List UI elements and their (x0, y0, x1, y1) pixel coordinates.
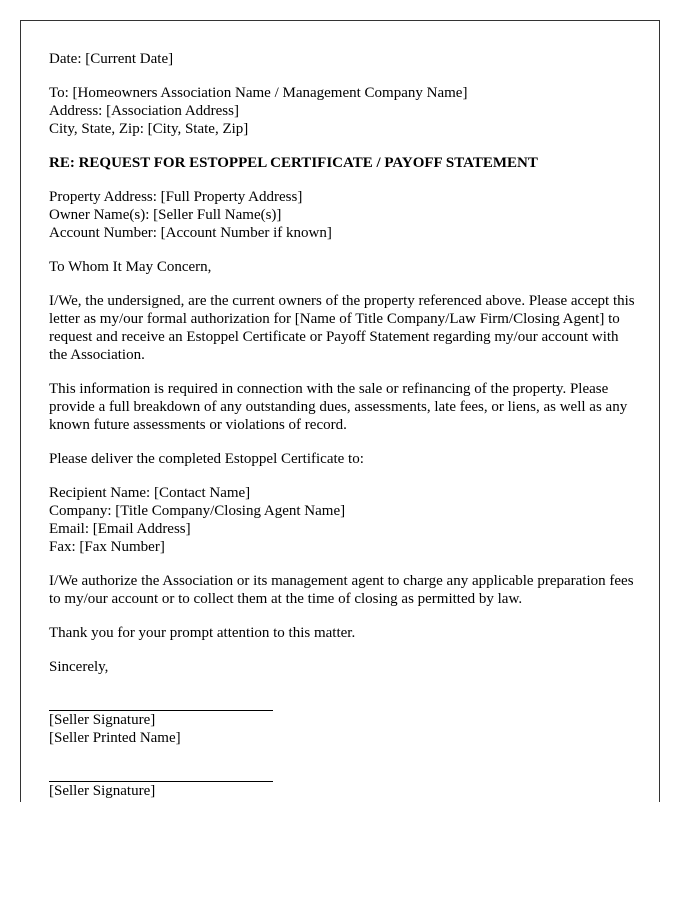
thanks-line: Thank you for your prompt attention to this matter. (49, 625, 356, 641)
date-line: Date: [Current Date] (49, 51, 174, 67)
account-line: Account Number: [Account Number if known] (49, 225, 332, 241)
seller-signature-label: [Seller Signature] (49, 783, 156, 799)
signature-block (49, 711, 635, 747)
seller-signature-label: [Seller Signature] (49, 712, 156, 728)
to-line: To: [Homeowners Association Name / Management Company Name] (49, 85, 468, 101)
owner-line: Owner Name(s): [Seller Full Name(s)] (49, 207, 282, 223)
address-line: Address: [Association Address] (49, 103, 239, 119)
recipient-block (49, 84, 635, 138)
property-line: Property Address: [Full Property Address] (49, 189, 303, 205)
email-line: Email: [Email Address] (49, 521, 191, 537)
property-block (49, 188, 635, 242)
paragraph-fees: I/We authorize the Association or its management agent to charge any applicable preparation fees to my/our account or to collect them at the time of closing as permitted by law. (49, 573, 634, 607)
paragraph-authorization: I/We, the undersigned, are the current owners of the property referenced above. Please accept this letter as my/our formal authorization for [Name of Title Company/Law Firm/Closing Agent] to request and receive an Estoppel Certificate or Payoff Statement regarding my/our account with the Association. (49, 293, 635, 363)
subject-line: RE: REQUEST FOR ESTOPPEL CERTIFICATE / PAYOFF STATEMENT (49, 155, 538, 171)
signature-block (49, 782, 635, 800)
company-line: Company: [Title Company/Closing Agent Name] (49, 503, 346, 519)
fax-line: Fax: [Fax Number] (49, 539, 165, 555)
delivery-block (49, 484, 635, 556)
city-line: City, State, Zip: [City, State, Zip] (49, 121, 249, 137)
letter-page (20, 20, 660, 802)
paragraph-delivery: Please deliver the completed Estoppel Certificate to: (49, 451, 364, 467)
letter-body (49, 50, 635, 800)
closing-line: Sincerely, (49, 659, 109, 675)
paragraph-purpose: This information is required in connection with the sale or refinancing of the property. Please provide a full breakdown of any outstanding dues, assessments, late fees, or liens, as well as any known future assessments or violations of record. (49, 381, 628, 433)
seller-printed-name-label: [Seller Printed Name] (49, 730, 181, 746)
salutation: To Whom It May Concern, (49, 259, 212, 275)
recipient-line: Recipient Name: [Contact Name] (49, 485, 251, 501)
